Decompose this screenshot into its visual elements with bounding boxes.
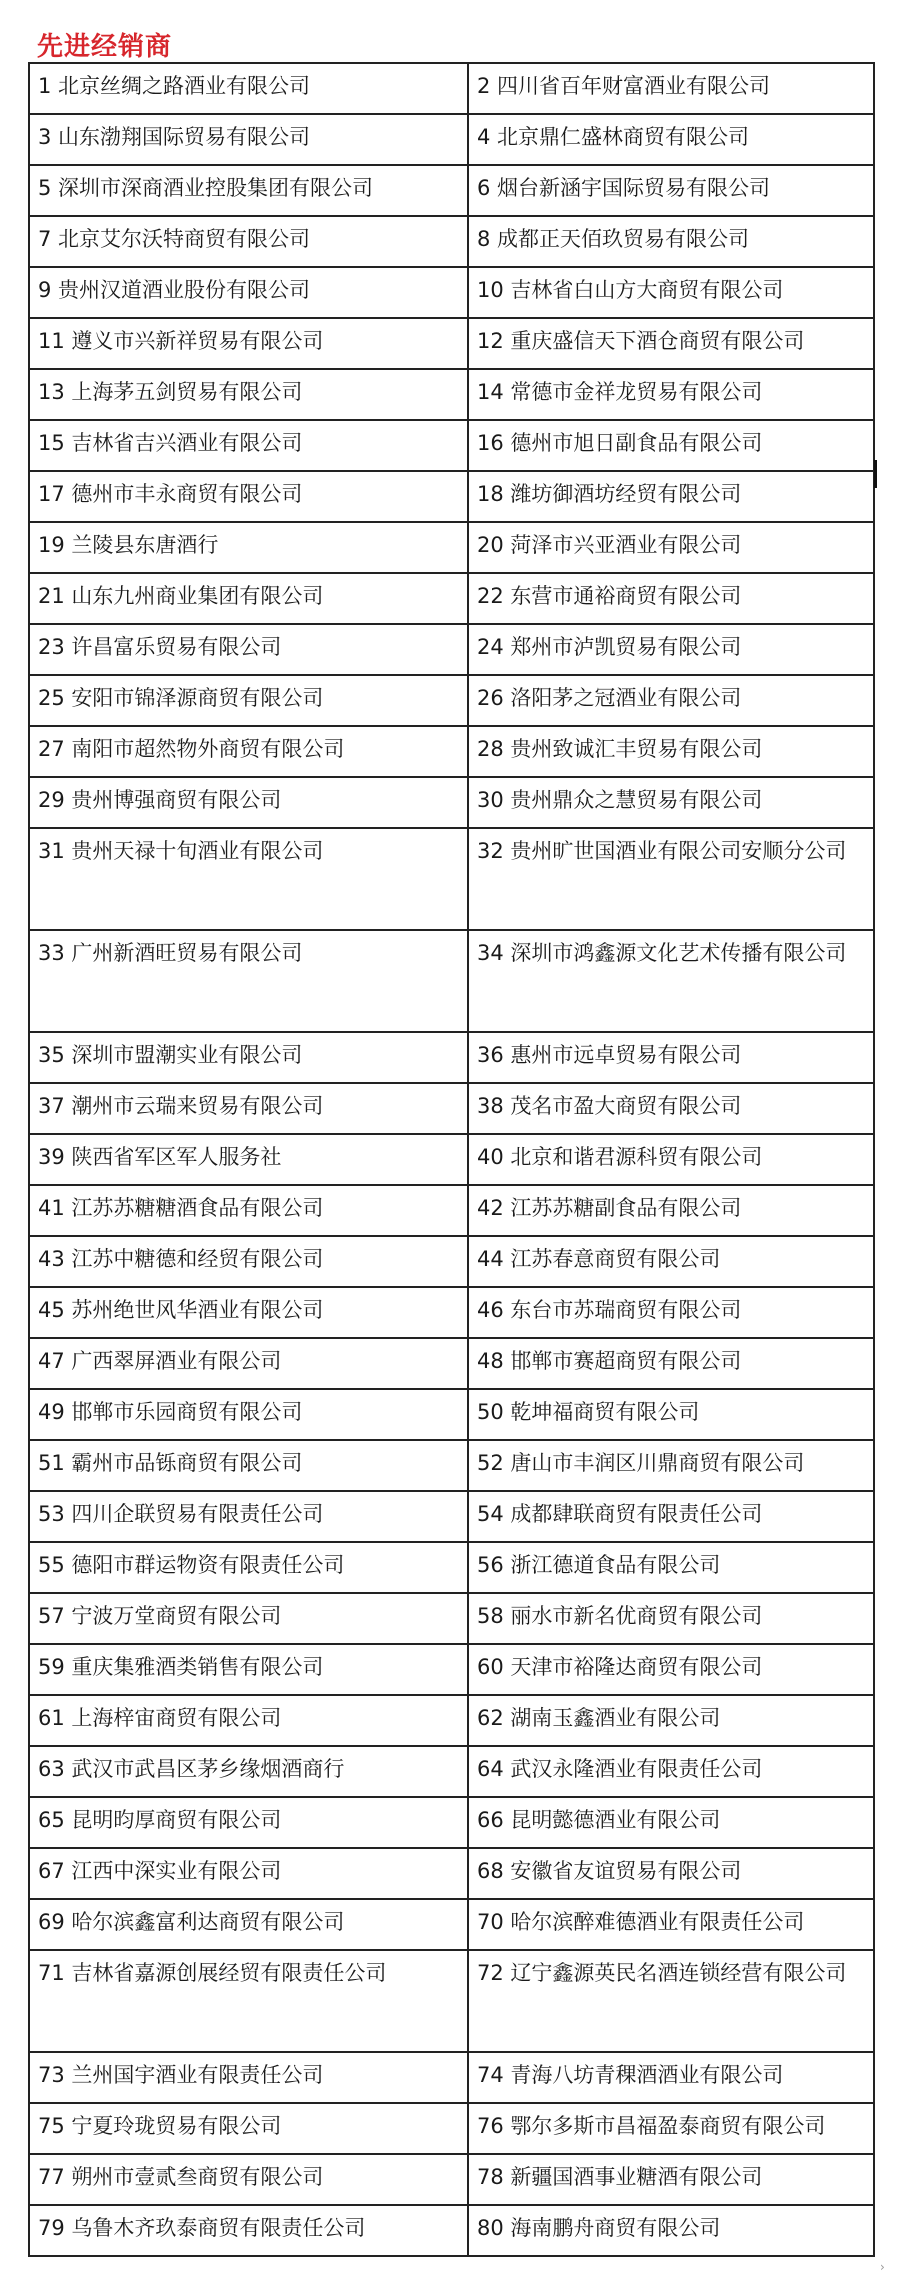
dealer-cell: 42 江苏苏糖副食品有限公司 bbox=[468, 1185, 874, 1236]
table-row bbox=[29, 267, 874, 318]
dealer-cell: 64 武汉永隆酒业有限责任公司 bbox=[468, 1746, 874, 1797]
dealer-cell: 12 重庆盛信天下酒仓商贸有限公司 bbox=[468, 318, 874, 369]
dealer-cell: 47 广西翠屏酒业有限公司 bbox=[29, 1338, 468, 1389]
dealer-cell: 32 贵州旷世国酒业有限公司安顺分公司 bbox=[468, 828, 874, 930]
dealer-cell: 53 四川企联贸易有限责任公司 bbox=[29, 1491, 468, 1542]
table-row bbox=[29, 1593, 874, 1644]
dealer-cell: 5 深圳市深商酒业控股集团有限公司 bbox=[29, 165, 468, 216]
dealer-cell: 39 陕西省军区军人服务社 bbox=[29, 1134, 468, 1185]
dealer-cell: 8 成都正天佰玖贸易有限公司 bbox=[468, 216, 874, 267]
dealer-cell: 16 德州市旭日副食品有限公司 bbox=[468, 420, 874, 471]
dealer-cell: 13 上海茅五剑贸易有限公司 bbox=[29, 369, 468, 420]
dealer-cell: 15 吉林省吉兴酒业有限公司 bbox=[29, 420, 468, 471]
dealer-cell: 79 乌鲁木齐玖泰商贸有限责任公司 bbox=[29, 2205, 468, 2256]
dealer-cell: 31 贵州天禄十旬酒业有限公司 bbox=[29, 828, 468, 930]
table-row bbox=[29, 675, 874, 726]
dealer-cell: 51 霸州市品铄商贸有限公司 bbox=[29, 1440, 468, 1491]
dealer-cell: 40 北京和谐君源科贸有限公司 bbox=[468, 1134, 874, 1185]
dealer-cell: 60 天津市裕隆达商贸有限公司 bbox=[468, 1644, 874, 1695]
dealer-cell: 33 广州新酒旺贸易有限公司 bbox=[29, 930, 468, 1032]
table-row bbox=[29, 1950, 874, 2052]
table-row bbox=[29, 624, 874, 675]
dealer-cell: 58 丽水市新名优商贸有限公司 bbox=[468, 1593, 874, 1644]
dealer-cell: 36 惠州市远卓贸易有限公司 bbox=[468, 1032, 874, 1083]
table-row bbox=[29, 1185, 874, 1236]
table-row bbox=[29, 2103, 874, 2154]
dealer-cell: 80 海南鹏舟商贸有限公司 bbox=[468, 2205, 874, 2256]
dealer-cell: 10 吉林省白山方大商贸有限公司 bbox=[468, 267, 874, 318]
edge-mark bbox=[874, 460, 877, 488]
dealer-cell: 37 潮州市云瑞来贸易有限公司 bbox=[29, 1083, 468, 1134]
dealer-cell: 66 昆明懿德酒业有限公司 bbox=[468, 1797, 874, 1848]
table-row bbox=[29, 2205, 874, 2256]
table-row bbox=[29, 2154, 874, 2205]
table-row bbox=[29, 2052, 874, 2103]
table-row bbox=[29, 828, 874, 930]
table-row bbox=[29, 1542, 874, 1593]
dealer-cell: 21 山东九州商业集团有限公司 bbox=[29, 573, 468, 624]
table-row bbox=[29, 1083, 874, 1134]
dealer-cell: 78 新疆国酒事业糖酒有限公司 bbox=[468, 2154, 874, 2205]
table-row bbox=[29, 1491, 874, 1542]
dealer-cell: 34 深圳市鸿鑫源文化艺术传播有限公司 bbox=[468, 930, 874, 1032]
dealer-cell: 17 德州市丰永商贸有限公司 bbox=[29, 471, 468, 522]
dealer-cell: 61 上海梓宙商贸有限公司 bbox=[29, 1695, 468, 1746]
dealer-cell: 46 东台市苏瑞商贸有限公司 bbox=[468, 1287, 874, 1338]
page-title: 先进经销商 bbox=[37, 32, 173, 62]
table-row bbox=[29, 1440, 874, 1491]
dealer-cell: 7 北京艾尔沃特商贸有限公司 bbox=[29, 216, 468, 267]
dealer-cell: 6 烟台新涵宇国际贸易有限公司 bbox=[468, 165, 874, 216]
table-row bbox=[29, 114, 874, 165]
table-row bbox=[29, 1389, 874, 1440]
dealer-cell: 11 遵义市兴新祥贸易有限公司 bbox=[29, 318, 468, 369]
dealer-cell: 9 贵州汉道酒业股份有限公司 bbox=[29, 267, 468, 318]
dealer-cell: 41 江苏苏糖糖酒食品有限公司 bbox=[29, 1185, 468, 1236]
dealer-cell: 67 江西中深实业有限公司 bbox=[29, 1848, 468, 1899]
dealer-cell: 19 兰陵县东唐酒行 bbox=[29, 522, 468, 573]
dealer-cell: 69 哈尔滨鑫富利达商贸有限公司 bbox=[29, 1899, 468, 1950]
table-row bbox=[29, 930, 874, 1032]
table-row bbox=[29, 1287, 874, 1338]
dealer-cell: 73 兰州国宇酒业有限责任公司 bbox=[29, 2052, 468, 2103]
dealer-cell: 30 贵州鼎众之慧贸易有限公司 bbox=[468, 777, 874, 828]
dealer-cell: 55 德阳市群运物资有限责任公司 bbox=[29, 1542, 468, 1593]
dealer-cell: 54 成都肆联商贸有限责任公司 bbox=[468, 1491, 874, 1542]
dealer-cell: 70 哈尔滨醉难德酒业有限责任公司 bbox=[468, 1899, 874, 1950]
table-row bbox=[29, 1338, 874, 1389]
dealer-cell: 29 贵州博强商贸有限公司 bbox=[29, 777, 468, 828]
dealer-table bbox=[28, 62, 875, 2257]
table-row bbox=[29, 420, 874, 471]
table-row bbox=[29, 522, 874, 573]
corner-mark: › bbox=[880, 2260, 885, 2274]
dealer-cell: 74 青海八坊青稞酒酒业有限公司 bbox=[468, 2052, 874, 2103]
table-row bbox=[29, 1032, 874, 1083]
dealer-cell: 18 潍坊御酒坊经贸有限公司 bbox=[468, 471, 874, 522]
dealer-cell: 26 洛阳茅之冠酒业有限公司 bbox=[468, 675, 874, 726]
table-row bbox=[29, 777, 874, 828]
dealer-table-body bbox=[29, 63, 874, 2256]
dealer-cell: 35 深圳市盟潮实业有限公司 bbox=[29, 1032, 468, 1083]
table-row bbox=[29, 318, 874, 369]
dealer-cell: 49 邯郸市乐园商贸有限公司 bbox=[29, 1389, 468, 1440]
table-row bbox=[29, 1848, 874, 1899]
table-row bbox=[29, 1236, 874, 1287]
dealer-cell: 72 辽宁鑫源英民名酒连锁经营有限公司 bbox=[468, 1950, 874, 2052]
table-row bbox=[29, 573, 874, 624]
dealer-cell: 57 宁波万堂商贸有限公司 bbox=[29, 1593, 468, 1644]
dealer-cell: 20 菏泽市兴亚酒业有限公司 bbox=[468, 522, 874, 573]
dealer-cell: 59 重庆集雅酒类销售有限公司 bbox=[29, 1644, 468, 1695]
dealer-cell: 65 昆明昀厚商贸有限公司 bbox=[29, 1797, 468, 1848]
dealer-cell: 44 江苏春意商贸有限公司 bbox=[468, 1236, 874, 1287]
table-row bbox=[29, 216, 874, 267]
dealer-cell: 27 南阳市超然物外商贸有限公司 bbox=[29, 726, 468, 777]
dealer-cell: 63 武汉市武昌区茅乡缘烟酒商行 bbox=[29, 1746, 468, 1797]
dealer-cell: 14 常德市金祥龙贸易有限公司 bbox=[468, 369, 874, 420]
table-row bbox=[29, 1899, 874, 1950]
dealer-cell: 52 唐山市丰润区川鼎商贸有限公司 bbox=[468, 1440, 874, 1491]
dealer-cell: 28 贵州致诚汇丰贸易有限公司 bbox=[468, 726, 874, 777]
dealer-cell: 3 山东渤翔国际贸易有限公司 bbox=[29, 114, 468, 165]
dealer-cell: 68 安徽省友谊贸易有限公司 bbox=[468, 1848, 874, 1899]
dealer-cell: 2 四川省百年财富酒业有限公司 bbox=[468, 63, 874, 114]
dealer-cell: 1 北京丝绸之路酒业有限公司 bbox=[29, 63, 468, 114]
table-row bbox=[29, 369, 874, 420]
dealer-cell: 62 湖南玉鑫酒业有限公司 bbox=[468, 1695, 874, 1746]
dealer-cell: 25 安阳市锦泽源商贸有限公司 bbox=[29, 675, 468, 726]
table-row bbox=[29, 63, 874, 114]
dealer-cell: 38 茂名市盈大商贸有限公司 bbox=[468, 1083, 874, 1134]
dealer-cell: 23 许昌富乐贸易有限公司 bbox=[29, 624, 468, 675]
dealer-cell: 24 郑州市泸凯贸易有限公司 bbox=[468, 624, 874, 675]
dealer-cell: 77 朔州市壹贰叁商贸有限公司 bbox=[29, 2154, 468, 2205]
table-row bbox=[29, 471, 874, 522]
table-row bbox=[29, 1746, 874, 1797]
table-row bbox=[29, 165, 874, 216]
dealer-cell: 71 吉林省嘉源创展经贸有限责任公司 bbox=[29, 1950, 468, 2052]
dealer-cell: 45 苏州绝世风华酒业有限公司 bbox=[29, 1287, 468, 1338]
dealer-cell: 22 东营市通裕商贸有限公司 bbox=[468, 573, 874, 624]
dealer-cell: 43 江苏中糖德和经贸有限公司 bbox=[29, 1236, 468, 1287]
dealer-cell: 4 北京鼎仁盛林商贸有限公司 bbox=[468, 114, 874, 165]
table-row bbox=[29, 1797, 874, 1848]
table-row bbox=[29, 1134, 874, 1185]
table-row bbox=[29, 1644, 874, 1695]
dealer-cell: 48 邯郸市赛超商贸有限公司 bbox=[468, 1338, 874, 1389]
dealer-cell: 76 鄂尔多斯市昌福盈泰商贸有限公司 bbox=[468, 2103, 874, 2154]
table-row bbox=[29, 1695, 874, 1746]
dealer-cell: 50 乾坤福商贸有限公司 bbox=[468, 1389, 874, 1440]
dealer-cell: 75 宁夏玲珑贸易有限公司 bbox=[29, 2103, 468, 2154]
dealer-cell: 56 浙江德道食品有限公司 bbox=[468, 1542, 874, 1593]
table-row bbox=[29, 726, 874, 777]
